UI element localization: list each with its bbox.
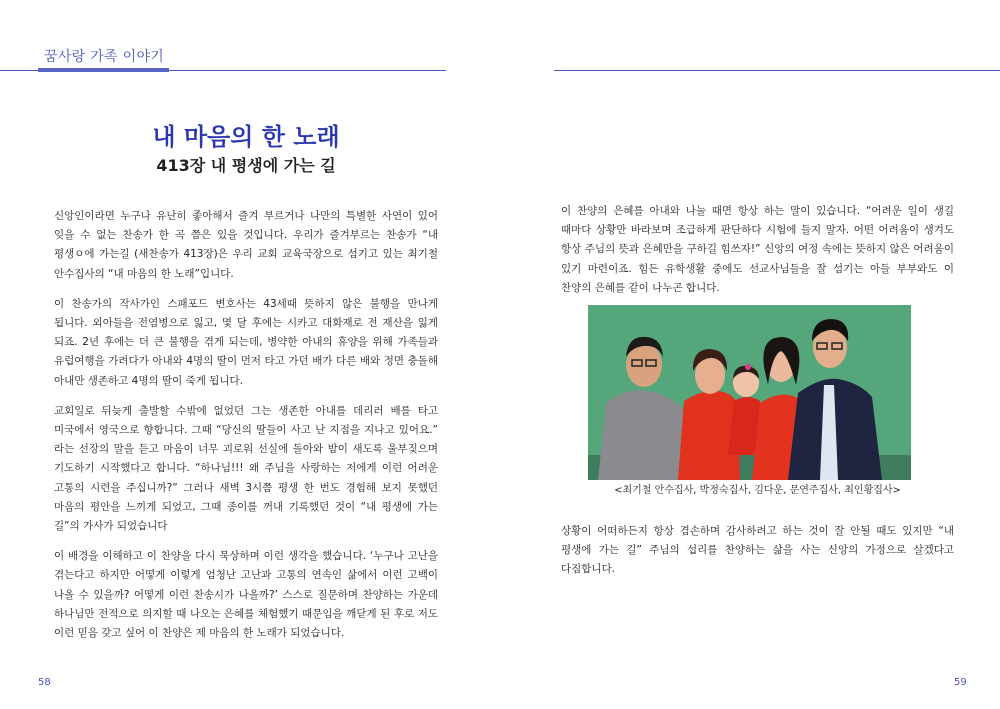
page-number-right: 59 xyxy=(954,677,967,688)
left-column xyxy=(54,207,438,654)
header-accent-bar xyxy=(38,68,169,72)
article-subtitle: 413장 내 평생에 가는 길 xyxy=(156,156,336,175)
page-number-left: 58 xyxy=(38,677,51,688)
paragraph: 상황이 어떠하든지 항상 겸손하며 감사하려고 하는 것이 잘 안될 때도 있지만 “내 평생에 가는 길” 주님의 섭리를 찬양하는 삶을 사는 신앙의 가정으로 살겠다고 다짐합니다. xyxy=(561,525,954,576)
paragraph: 신앙인이라면 누구나 유난히 좋아해서 즐겨 부르거나 나만의 특별한 사연이 있어 잊을 수 없는 찬송가 한 곡 쯤은 있을 것입니다. 우리가 즐겨부르는 찬송가 “내 평생ㅇ에 가는길 (새찬송가 413장)은 우리 교회 교육국장으로 섬기고 있는 최기철 안수집사의 “내 마음의 한 노래”입니다. xyxy=(54,210,438,280)
right-column-bottom xyxy=(561,522,954,591)
section-title: 꿈사랑 가족 이야기 xyxy=(44,49,165,65)
article-title: 내 마음의 한 노래 xyxy=(152,123,340,151)
family-photo xyxy=(588,305,911,480)
right-column-top xyxy=(561,202,954,309)
family-photo-illustration xyxy=(588,305,911,480)
paragraph: 이 찬송가의 작사가인 스패포드 변호사는 43세때 뜻하지 않은 불행을 만나게 됩니다. 외아들을 전염병으로 잃고, 몇 달 후에는 시카고 대화재로 전 재산을 잃게 되죠. 2년 후에는 더 큰 불행을 겪게 되는데, 병약한 아내의 휴양을 위해 가족들과 유럽여행을 가려다가 아내와 4명의 딸이 먼저 타고 가던 배가 다른 배와 정면 충돌해 아내만 생존하고 4명의 딸이 죽게 됩니다. xyxy=(54,297,438,387)
paragraph: 교회일로 뒤늦게 출발할 수밖에 없었던 그는 생존한 아내를 데리러 배를 타고 미국에서 영국으로 향합니다. 그때 “당신의 딸들이 사고 난 지점을 지나고 있어요.” 라는 선장의 말을 듣고 마음이 너무 괴로워 선실에 돌아와 밤이 새도록 울부짖으며 기도하기 시작했다고 합니다. “하나님!!! 왜 주님을 사랑하는 저에게 이런 어려운 고통의 시련을 주십니까?” 그러나 새벽 3시쯤 평생 한 번도 경험해 보지 못했던 마음의 평안을 느끼게 되었고, 그때 종이를 꺼내 기록했던 것이 “내 평생에 가는 길”의 가사가 되었습니다 xyxy=(54,404,438,533)
photo-caption: <최기철 안수집사, 박정숙집사, 김다운, 문연주집사, 최인황집사> xyxy=(614,485,901,496)
paragraph: 이 찬양의 은혜를 아내와 나눌 때면 항상 하는 말이 있습니다. “어려운 일이 생길 때마다 상황만 바라보며 조급하게 판단하다 시험에 들지 말자. 어떤 어려움이 생겨도 항상 주님의 뜻과 은혜만을 구하길 힘쓰자!” 신앙의 여정 속에는 뜻하지 않은 어려움이 있기 마련이죠. 힘든 유학생활 중에도 선교사님들을 잘 섬기는 아들 부부와도 이 찬양의 은혜를 같이 나누곤 합니다. xyxy=(561,205,954,294)
paragraph: 이 배경을 이해하고 이 찬양을 다시 묵상하며 이런 생각을 했습니다. ‘누구나 고난을 겪는다고 하지만 어떻게 이렇게 엄청난 고난과 고통의 연속인 삶에서 이런 고백이 나올 수 있을까? 어떻게 이런 찬송시가 나올까?’ 스스로 질문하며 찬양하는 가운데 하나님만 전적으로 의지할 때 나오는 은혜를 체험했기 때문임을 깨닫게 된 후로 저도 이런 믿음 갖고 싶어 이 찬양은 제 마음의 한 노래가 되었습니다. xyxy=(54,550,438,640)
header-rule-right xyxy=(554,70,1000,71)
